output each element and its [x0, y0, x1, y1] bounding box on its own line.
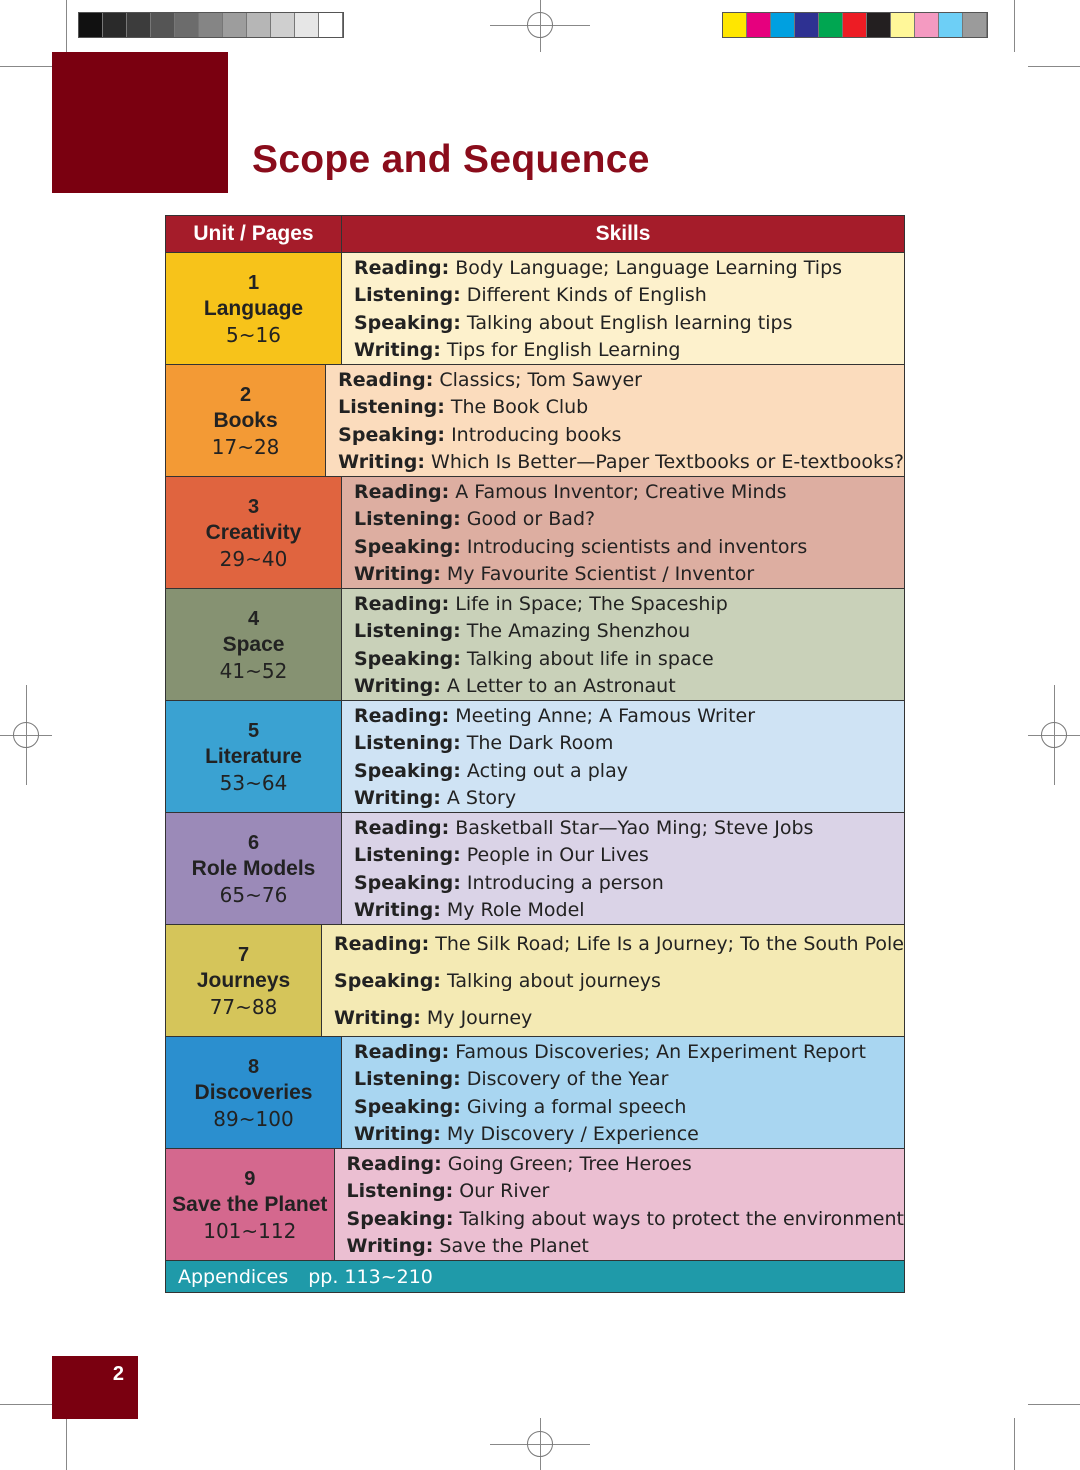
grayscale-swatch: [103, 13, 127, 37]
skill-label: Listening:: [338, 396, 445, 419]
unit-name: Creativity: [205, 520, 302, 544]
table-row: [166, 925, 904, 1037]
grayscale-swatch: [271, 13, 295, 37]
table-row: [166, 589, 904, 701]
color-swatch: [723, 13, 747, 37]
skill-text: The Silk Road; Life Is a Journey; To the South Pole: [435, 933, 904, 956]
table-body: [166, 253, 904, 1261]
unit-name: Save the Planet: [172, 1192, 328, 1216]
unit-number: 8: [247, 1055, 260, 1078]
skill-line: [334, 931, 904, 957]
skill-label: Reading:: [354, 592, 450, 615]
skill-text: A Letter to an Astronaut: [446, 675, 676, 698]
skill-label: Writing:: [354, 899, 441, 922]
unit-number: 2: [240, 383, 252, 406]
skill-label: Writing:: [354, 1123, 441, 1146]
page-number-box: [52, 1356, 138, 1419]
skill-label: Speaking:: [354, 647, 461, 670]
skill-line: [354, 897, 904, 923]
skill-text: Classics; Tom Sawyer: [439, 368, 642, 391]
skill-label: Speaking:: [354, 759, 461, 782]
color-swatch: [819, 13, 843, 37]
color-swatch: [795, 13, 819, 37]
unit-number: 3: [247, 495, 260, 518]
registration-circle: [13, 722, 39, 748]
skill-text: Meeting Anne; A Famous Writer: [455, 704, 756, 727]
unit-cell: [166, 365, 326, 476]
skill-text: The Amazing Shenzhou: [466, 620, 691, 643]
skill-text: A Famous Inventor; Creative Minds: [455, 480, 787, 503]
skill-line: [338, 394, 904, 420]
table-row: [166, 253, 904, 365]
crop-mark: [66, 1418, 67, 1470]
crop-mark: [1014, 1418, 1015, 1470]
appendix-label: Appendices: [178, 1265, 289, 1288]
skills-cell: [342, 813, 904, 924]
unit-pages: 77~88: [209, 994, 278, 1019]
skill-text: The Dark Room: [466, 732, 614, 755]
crop-mark: [0, 1404, 52, 1405]
unit-cell: [166, 589, 342, 700]
unit-number: 5: [247, 719, 260, 742]
skill-text: My Discovery / Experience: [446, 1123, 699, 1146]
skill-text: Famous Discoveries; An Experiment Report: [455, 1040, 866, 1063]
skill-label: Reading:: [346, 1152, 442, 1175]
skill-text: A Story: [446, 787, 517, 810]
skill-text: Talking about life in space: [466, 647, 714, 670]
skill-line: [354, 758, 904, 784]
unit-cell: [166, 701, 342, 812]
skill-label: Speaking:: [346, 1207, 454, 1230]
header-color-block: [52, 52, 228, 193]
grayscale-swatch: [127, 13, 151, 37]
skill-line: [347, 1151, 904, 1177]
unit-pages: 89~100: [213, 1106, 294, 1131]
skill-label: Listening:: [354, 284, 461, 307]
skill-line: [338, 422, 904, 448]
unit-cell: [166, 925, 322, 1036]
color-swatch: [747, 13, 771, 37]
skill-line: [354, 506, 904, 532]
header-skills: Skills: [595, 222, 651, 245]
skill-line: [354, 479, 904, 505]
skill-text: Talking about journeys: [446, 969, 661, 992]
unit-pages: 17~28: [211, 434, 280, 459]
color-swatch: [867, 13, 891, 37]
color-calibration-bar: [722, 12, 988, 38]
skill-line: [354, 673, 904, 699]
unit-pages: 5~16: [226, 322, 281, 347]
skill-text: Basketball Star—Yao Ming; Steve Jobs: [455, 816, 814, 839]
table-row: [166, 813, 904, 925]
table-row: [166, 477, 904, 589]
unit-cell: [166, 1037, 342, 1148]
skill-label: Listening:: [354, 732, 461, 755]
color-swatch: [843, 13, 867, 37]
skill-text: My Journey: [426, 1006, 533, 1029]
skill-line: [354, 337, 904, 363]
appendix-pages: pp. 113~210: [308, 1265, 433, 1288]
skill-text: Save the Planet: [439, 1235, 589, 1258]
skill-line: [354, 282, 904, 308]
skill-line: [354, 1121, 904, 1147]
unit-name: Books: [213, 408, 278, 432]
skill-text: Which Is Better—Paper Textbooks or E-textbooks?: [431, 451, 904, 474]
skill-label: Listening:: [354, 620, 461, 643]
skill-label: Writing:: [354, 675, 441, 698]
skill-text: The Book Club: [450, 396, 589, 419]
skill-text: My Favourite Scientist / Inventor: [446, 563, 755, 586]
skill-label: Reading:: [334, 933, 430, 956]
unit-name: Literature: [205, 744, 302, 768]
color-swatch: [891, 13, 915, 37]
skill-text: Introducing a person: [466, 871, 664, 894]
unit-pages: 101~112: [203, 1218, 297, 1243]
grayscale-calibration-bar: [78, 12, 344, 38]
skill-label: Reading:: [354, 256, 450, 279]
unit-name: Space: [222, 632, 285, 656]
skill-text: Discovery of the Year: [466, 1068, 669, 1091]
skill-line: [347, 1178, 904, 1204]
skill-label: Listening:: [354, 1068, 461, 1091]
skill-line: [354, 591, 904, 617]
skill-label: Speaking:: [354, 1095, 461, 1118]
grayscale-swatch: [151, 13, 175, 37]
grayscale-swatch: [247, 13, 271, 37]
skill-line: [354, 785, 904, 811]
skill-line: [354, 561, 904, 587]
skill-line: [354, 870, 904, 896]
skill-line: [338, 367, 904, 393]
skill-label: Writing:: [334, 1006, 421, 1029]
appendix-row: [166, 1261, 904, 1292]
page-title: Scope and Sequence: [252, 138, 650, 181]
skill-line: [354, 255, 904, 281]
skill-text: Introducing scientists and inventors: [466, 535, 808, 558]
skill-label: Reading:: [354, 480, 450, 503]
table-row: [166, 1149, 904, 1261]
grayscale-swatch: [319, 13, 343, 37]
skill-label: Listening:: [354, 844, 461, 867]
skill-text: Tips for English Learning: [446, 339, 681, 362]
skill-line: [334, 968, 904, 994]
skill-text: Talking about ways to protect the environment: [459, 1207, 904, 1230]
skill-label: Writing:: [354, 563, 441, 586]
skill-label: Speaking:: [338, 423, 446, 446]
grayscale-swatch: [199, 13, 223, 37]
unit-number: 9: [244, 1167, 256, 1190]
skill-line: [347, 1233, 904, 1259]
skill-line: [354, 842, 904, 868]
skill-label: Writing:: [338, 451, 425, 474]
unit-cell: [166, 813, 342, 924]
skill-text: Going Green; Tree Heroes: [447, 1152, 692, 1175]
skill-line: [354, 534, 904, 560]
color-swatch: [771, 13, 795, 37]
color-swatch: [963, 13, 987, 37]
skill-text: Different Kinds of English: [466, 284, 707, 307]
color-swatch: [939, 13, 963, 37]
skills-cell: [342, 253, 904, 364]
crop-mark: [0, 66, 52, 67]
skill-label: Speaking:: [354, 535, 461, 558]
unit-number: 7: [237, 943, 250, 966]
skill-label: Listening:: [354, 508, 461, 531]
grayscale-swatch: [223, 13, 247, 37]
unit-pages: 65~76: [219, 882, 288, 907]
crop-mark: [66, 0, 67, 52]
skill-line: [354, 618, 904, 644]
skill-line: [354, 1066, 904, 1092]
skill-line: [347, 1206, 904, 1232]
skill-line: [354, 646, 904, 672]
unit-cell: [166, 253, 342, 364]
skill-label: Writing:: [354, 787, 441, 810]
skill-label: Reading:: [354, 816, 450, 839]
skill-label: Reading:: [338, 368, 434, 391]
table-row: [166, 701, 904, 813]
header-unit-pages: Unit / Pages: [166, 216, 342, 252]
skill-text: Introducing books: [451, 423, 622, 446]
skill-text: My Role Model: [446, 899, 585, 922]
skills-cell: [335, 1149, 904, 1260]
unit-name: Language: [203, 296, 304, 320]
skill-line: [354, 310, 904, 336]
unit-number: 4: [247, 607, 260, 630]
skill-line: [354, 815, 904, 841]
unit-number: 6: [247, 831, 260, 854]
unit-cell: [166, 477, 342, 588]
color-swatch: [915, 13, 939, 37]
unit-cell: [166, 1149, 335, 1260]
skill-text: Giving a formal speech: [466, 1095, 687, 1118]
skill-text: Good or Bad?: [466, 508, 596, 531]
skill-text: Body Language; Language Learning Tips: [455, 256, 843, 279]
grayscale-swatch: [295, 13, 319, 37]
scope-sequence-table: [165, 215, 905, 1293]
unit-name: Role Models: [191, 856, 316, 880]
skill-label: Speaking:: [354, 311, 461, 334]
crop-mark: [1028, 66, 1080, 67]
crop-mark: [1028, 1404, 1080, 1405]
skills-cell: [322, 925, 904, 1036]
skill-line: [354, 1039, 904, 1065]
skill-text: Life in Space; The Spaceship: [455, 592, 728, 615]
grayscale-swatch: [175, 13, 199, 37]
skill-label: Writing:: [354, 339, 441, 362]
skill-text: Our River: [459, 1180, 550, 1203]
crop-mark: [1014, 0, 1015, 52]
unit-pages: 53~64: [219, 770, 288, 795]
skills-cell: [342, 701, 904, 812]
skill-label: Listening:: [346, 1180, 454, 1203]
skill-label: Speaking:: [334, 969, 441, 992]
registration-circle: [1041, 722, 1067, 748]
skill-label: Reading:: [354, 1040, 450, 1063]
grayscale-swatch: [79, 13, 103, 37]
skill-line: [354, 1094, 904, 1120]
table-row: [166, 1037, 904, 1149]
skill-line: [354, 703, 904, 729]
unit-pages: 41~52: [219, 658, 288, 683]
unit-number: 1: [247, 271, 260, 294]
skills-cell: [342, 1037, 904, 1148]
skill-label: Writing:: [346, 1235, 434, 1258]
page-number: 2: [112, 1363, 124, 1385]
table-header-row: [166, 216, 904, 253]
skills-cell: [342, 589, 904, 700]
skill-label: Reading:: [354, 704, 450, 727]
skills-cell: [326, 365, 904, 476]
skills-cell: [342, 477, 904, 588]
skill-label: Speaking:: [354, 871, 461, 894]
unit-pages: 29~40: [219, 546, 288, 571]
registration-circle: [527, 12, 553, 38]
skill-text: People in Our Lives: [466, 844, 649, 867]
skill-line: [338, 449, 904, 475]
skill-text: Acting out a play: [466, 759, 628, 782]
skill-line: [354, 730, 904, 756]
unit-name: Journeys: [196, 968, 291, 992]
registration-circle: [527, 1431, 553, 1457]
skill-line: [334, 1005, 904, 1031]
table-row: [166, 365, 904, 477]
skill-text: Talking about English learning tips: [466, 311, 793, 334]
unit-name: Discoveries: [194, 1080, 313, 1104]
